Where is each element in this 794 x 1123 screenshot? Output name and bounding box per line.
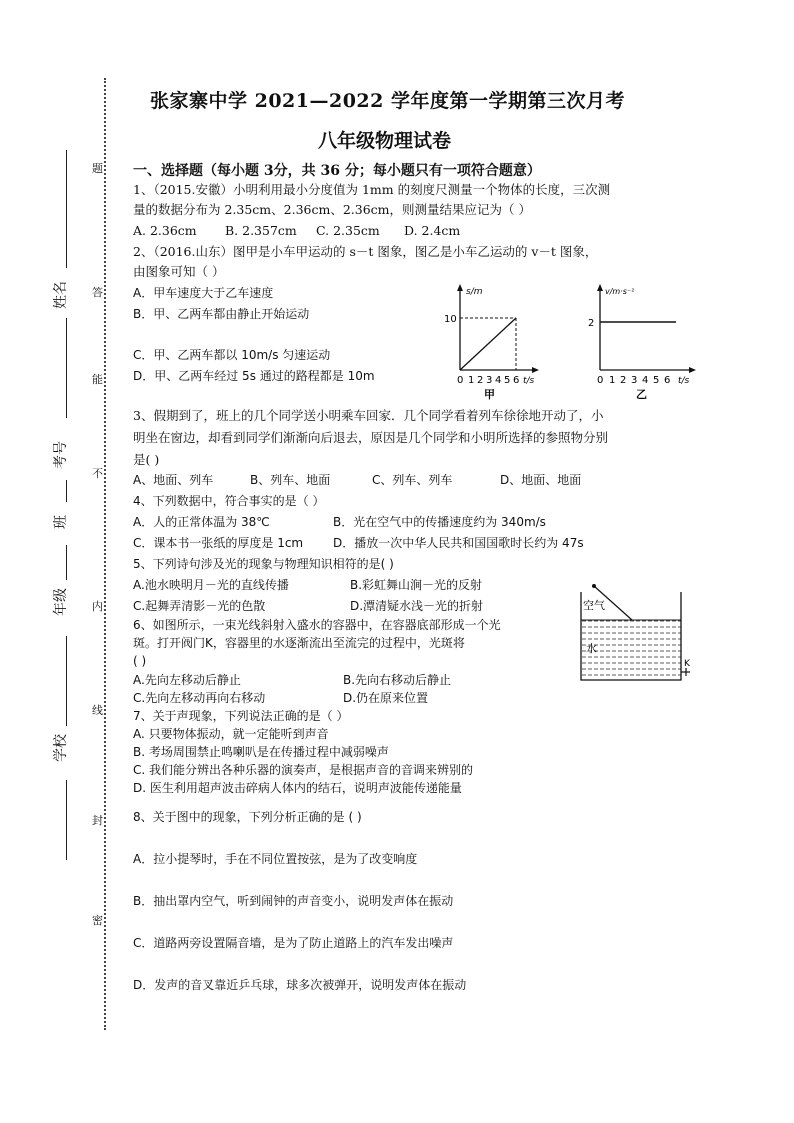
graph-yi-ytick: 2 (588, 318, 595, 329)
q3-line3: 是( ) (133, 452, 160, 467)
q1-option-b: B. 2.357cm (225, 223, 297, 238)
q6-line3: ( ) (133, 654, 147, 668)
q4-line1: 4、下列数据中，符合事实的是（ ） (133, 494, 325, 508)
q4-option-c: C．课本书一张纸的厚度是 1cm (133, 536, 304, 550)
q6-option-a: A.先向左移动后静止 (133, 673, 241, 687)
q3-option-a: A、地面、列车 (133, 473, 214, 487)
graph-jia (440, 282, 540, 400)
seal-char-8: 密 (92, 910, 103, 930)
q6-option-d: D.仍在原来位置 (343, 691, 429, 705)
q1-option-a: A. 2.36cm (133, 223, 197, 238)
q5-option-d: D.潭清疑水浅－光的折射 (350, 599, 484, 613)
graph-jia-xtick-5: 5 (504, 375, 511, 386)
graph-jia-xtick-0: 0 (457, 375, 464, 386)
graph-jia-ylabel: s/m (466, 287, 483, 297)
q8-option-c: C．道路两旁设置隔音墙，是为了防止道路上的汽车发出噪声 (133, 936, 454, 950)
seal-char-1: 题 (92, 158, 103, 178)
q2-line1: 2、（2016.山东）图甲是小车甲运动的 s－t 图象，图乙是小车乙运动的 v－t 图象， (133, 244, 598, 259)
q2-line2: 由图象可知（ ） (133, 264, 225, 279)
q1-line1: 1、（2015.安徽）小明利用最小分度值为 1mm 的刻度尺测量一个物体的长度，三次测 (133, 182, 611, 197)
graph-jia-ytick: 10 (444, 314, 457, 325)
q1-line2: 量的数据分布为 2.35cm、2.36cm、2.36cm，则测量结果应记为（ ） (133, 202, 532, 217)
graph-yi-xtick-1: 1 (609, 375, 616, 386)
graph-yi-xtick-0: 0 (597, 375, 604, 386)
field-line-name (66, 150, 67, 268)
exam-subtitle: 八年级物理试卷 (318, 130, 452, 152)
seal-char-7: 封 (92, 810, 103, 830)
q6-line1: 6、如图所示，一束光线斜射入盛水的容器中，在容器底部形成一个光 (133, 618, 501, 632)
q7-option-b: B. 考场周围禁止鸣喇叭是在传播过程中减弱噪声 (133, 745, 389, 759)
q8-option-d: D．发声的音叉靠近乒乓球，球多次被弹开，说明发声体在振动 (133, 978, 467, 992)
graph-yi-caption: 乙 (636, 388, 647, 400)
graph-yi-ylabel: v/m·s⁻¹ (605, 287, 635, 296)
q1-option-c: C. 2.35cm (316, 223, 380, 238)
q8-option-b: B．抽出罩内空气，听到闹钟的声音变小，说明发声体在振动 (133, 894, 454, 908)
field-line-school (66, 636, 67, 726)
seal-dotted-line (104, 78, 106, 1030)
q5-line1: 5、下列诗句涉及光的现象与物理知识相符的是( ) (133, 557, 394, 571)
q3-line1: 3、假期到了，班上的几个同学送小明乘车回家．几个同学看着列车徐徐地开动了，小 (133, 408, 604, 423)
graph-yi-xtick-4: 4 (642, 375, 649, 386)
seal-char-6: 线 (92, 700, 103, 720)
seal-char-3: 能 (92, 369, 103, 389)
q2-option-b: B．甲、乙两车都由静止开始运动 (133, 307, 310, 321)
graph-yi (580, 282, 698, 400)
q7-option-a: A. 只要物体振动，就一定能听到声音 (133, 727, 329, 741)
field-line-end (66, 780, 67, 860)
q2-option-a: A．甲车速度大于乙车速度 (133, 286, 274, 300)
q5-option-a: A.池水映明月－光的直线传播 (133, 578, 289, 592)
field-label-name: 姓名 (53, 281, 69, 309)
q3-line2: 明坐在窗边，却看到同学们渐渐向后退去，原因是几个同学和小明所选择的参照物分别 (133, 430, 609, 445)
q7-option-d: D. 医生利用超声波击碎病人体内的结石，说明声波能传递能量 (133, 781, 462, 795)
graph-yi-xtick-3: 3 (631, 375, 638, 386)
water-label: 水 (586, 642, 597, 655)
q4-option-d: D．播放一次中华人民共和国国歌时长约为 47s (333, 536, 584, 550)
q2-option-c: C．甲、乙两车都以 10m/s 匀速运动 (133, 348, 331, 362)
q6-line2: 斑。打开阀门K，容器里的水逐渐流出至流完的过程中，光斑将 (133, 636, 465, 650)
field-label-school: 学校 (53, 734, 69, 762)
valve-label: K (684, 659, 690, 669)
air-label: 空气 (583, 599, 605, 612)
q4-option-a: A．人的正常体温为 38℃ (133, 515, 270, 529)
q6-option-b: B.先向右移动后静止 (343, 673, 452, 687)
graph-yi-xtick-5: 5 (653, 375, 660, 386)
graph-jia-xtick-3: 3 (486, 375, 493, 386)
graph-yi-xtick-6: 6 (664, 375, 671, 386)
q6-option-c: C.先向左移动再向右移动 (133, 691, 266, 705)
seal-char-4: 不 (92, 463, 103, 483)
q2-option-d: D．甲、乙两车经过 5s 通过的路程都是 10m (133, 369, 375, 383)
q7-option-c: C. 我们能分辨出各种乐器的演奏声，是根据声音的音调来辨别的 (133, 763, 474, 777)
seal-char-2: 答 (92, 282, 103, 302)
q8-line1: 8、关于图中的现象，下列分析正确的是 ( ) (133, 810, 362, 824)
graph-jia-xlabel: t/s (523, 376, 535, 386)
q3-option-b: B、列车、地面 (250, 473, 331, 487)
q5-option-c: C.起舞弄清影－光的色散 (133, 599, 266, 613)
q3-option-c: C、列车、列车 (372, 473, 453, 487)
q5-option-b: B.彩虹舞山涧－光的反射 (350, 578, 483, 592)
graph-jia-xtick-6: 6 (513, 375, 520, 386)
graph-jia-xtick-2: 2 (477, 375, 484, 386)
seal-char-5: 内 (92, 596, 103, 616)
graph-jia-xtick-4: 4 (495, 375, 502, 386)
q1-option-d: D. 2.4cm (404, 223, 461, 238)
field-label-id: 考号 (53, 441, 69, 469)
exam-title: 张家寨中学 2021—2022 学年度第一学期第三次月考 (150, 90, 625, 112)
graph-jia-caption: 甲 (484, 388, 495, 400)
field-line-grade (66, 545, 67, 580)
field-label-grade: 年级 (53, 588, 69, 616)
q4-option-b: B．光在空气中的传播速度约为 340m/s (333, 515, 546, 529)
graph-yi-xtick-2: 2 (620, 375, 627, 386)
q8-option-a: A．拉小提琴时，手在不同位置按弦，是为了改变响度 (133, 852, 418, 866)
container-figure (576, 582, 696, 686)
field-line-id (66, 318, 67, 418)
q3-option-d: D、地面、地面 (500, 473, 582, 487)
field-label-class: 班 (53, 515, 69, 529)
section-heading: 一、选择题（每小题 3分，共 36 分；每小题只有一项符合题意） (133, 163, 541, 179)
field-line-class (66, 480, 67, 502)
q7-line1: 7、关于声现象，下列说法正确的是（ ） (133, 709, 349, 723)
graph-jia-xtick-1: 1 (468, 375, 475, 386)
graph-yi-xlabel: t/s (678, 376, 690, 386)
